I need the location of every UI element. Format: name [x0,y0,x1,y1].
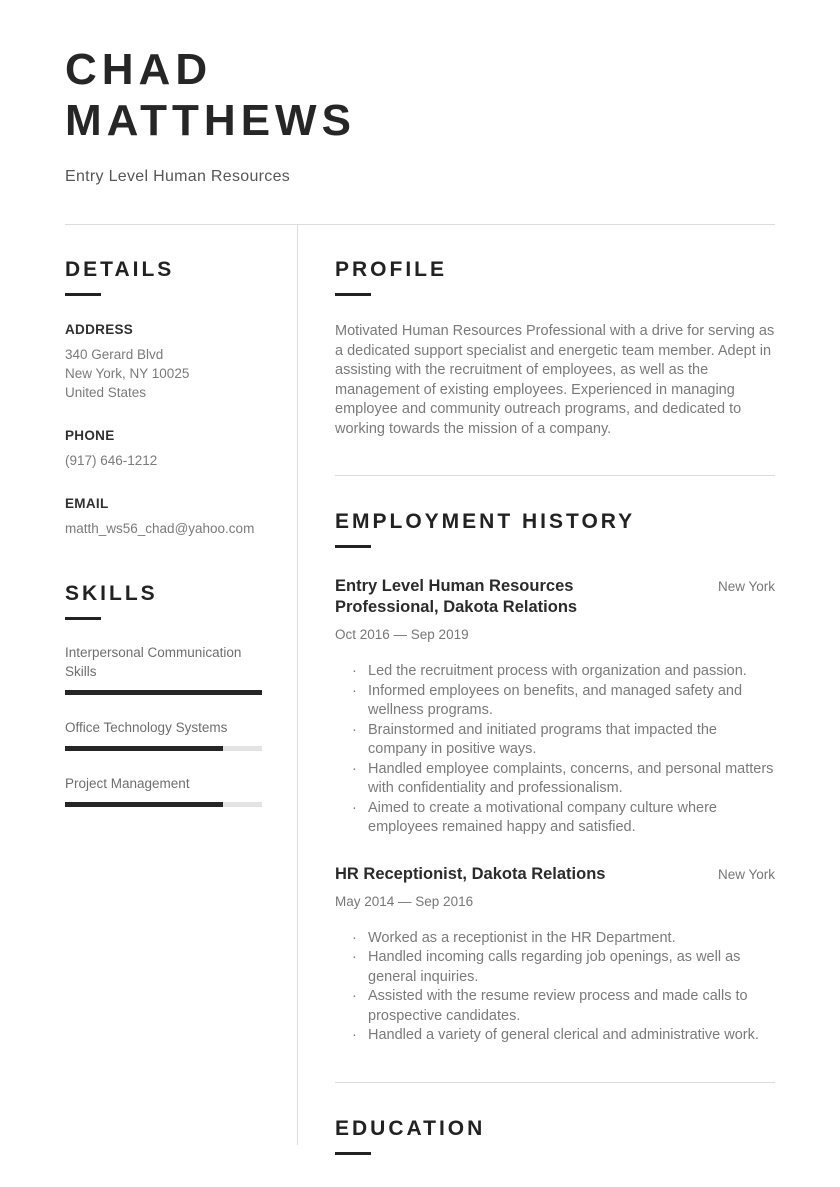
job-header [335,864,775,885]
skill-level-fill [65,746,223,751]
address-line: United States [65,385,147,401]
bullet-dot-icon: · [352,1027,357,1044]
job-bullet [335,1026,775,1046]
job-header [335,576,775,618]
education-section [335,1117,775,1155]
job-entry [335,576,775,838]
job-bullet [335,682,775,721]
candidate-job-title: Entry Level Human Resources [65,168,291,186]
profile-section [335,258,775,439]
phone-label: PHONE [65,428,115,444]
skill-level-fill [65,802,223,807]
candidate-first-name: CHAD [65,45,213,94]
bullet-dot-icon: · [352,929,357,946]
section-divider [335,1082,775,1083]
bullet-dot-icon: · [352,760,357,777]
main-content [298,225,775,1155]
bullet-text: Informed employees on benefits, and managed safety and wellness programs. [368,682,743,719]
employment-history-section [335,510,775,1046]
skill-level-bar [65,746,262,751]
job-bullet [335,760,775,799]
skill-label: Project Management [65,776,190,792]
job-bullet-list [335,929,775,1046]
job-bullet [335,662,775,682]
candidate-name [65,44,775,146]
job-bullet [335,799,775,838]
email-value: matth_ws56_chad@yahoo.com [65,521,255,537]
job-location: New York [717,866,775,882]
details-section [65,258,262,538]
bullet-text: Assisted with the resume review process and made calls to prospective candidates. [368,988,748,1024]
details-heading-rule [65,293,101,296]
resume-body [65,225,775,1155]
address-line: 340 Gerard Blvd [65,347,164,363]
skills-section [65,582,262,807]
skill-label: Office Technology Systems [65,720,228,736]
job-dates: Oct 2016 — Sep 2019 [335,627,469,643]
resume-header [65,0,775,186]
employment-heading-rule [335,545,371,548]
email-label: EMAIL [65,496,109,512]
address-line: New York, NY 10025 [65,366,190,382]
candidate-last-name: MATTHEWS [65,96,356,146]
address-label: ADDRESS [65,322,134,338]
skills-heading: SKILLS [65,582,158,606]
profile-heading-rule [335,293,371,296]
skill-level-fill [65,690,262,695]
bullet-dot-icon: · [352,663,357,680]
job-bullet [335,987,775,1026]
bullet-text: Worked as a receptionist in the HR Department. [368,929,676,946]
education-heading-rule [335,1152,371,1155]
job-title: Entry Level Human Resources Professional, Dakota Relations [335,577,578,617]
job-bullet [335,929,775,949]
skill-level-bar [65,690,262,695]
sidebar [65,225,297,807]
profile-heading: PROFILE [335,258,448,282]
bullet-dot-icon: · [352,988,357,1005]
job-dates: May 2014 — Sep 2016 [335,893,474,909]
bullet-text: Led the recruitment process with organization and passion. [368,663,747,680]
skill-level-bar [65,802,262,807]
job-location: New York [717,579,775,595]
bullet-dot-icon: · [352,682,357,699]
skill-label: Interpersonal Communication Skills [65,645,242,680]
job-bullet [335,721,775,760]
job-bullet-list [335,662,775,838]
address-value [65,345,262,402]
bullet-text: Handled incoming calls regarding job openings, as well as general inquiries. [368,949,741,985]
bullet-dot-icon: · [352,949,357,966]
job-bullet [335,948,775,987]
employment-history-heading: EMPLOYMENT HISTORY [335,510,636,534]
bullet-text: Brainstormed and initiated programs that impacted the company in positive ways. [368,721,717,758]
bullet-dot-icon: · [352,799,357,816]
job-title: HR Receptionist, Dakota Relations [335,864,606,883]
job-entry [335,864,775,1046]
skills-heading-rule [65,617,101,620]
education-heading: EDUCATION [335,1116,486,1140]
details-heading: DETAILS [65,258,175,282]
bullet-dot-icon: · [352,721,357,738]
bullet-text: Handled a variety of general clerical and administrative work. [368,1027,759,1044]
bullet-text: Aimed to create a motivational company culture where employees remained happy and satisfied. [368,799,717,836]
skill-item [65,774,262,807]
phone-value: (917) 646-1212 [65,453,158,469]
section-divider [335,475,775,476]
profile-summary: Motivated Human Resources Professional with a drive for serving as a dedicated support specialist and energetic team member. Adept in assisting with the recruitment of employees, as well as the management of existing employees. Experienced in managing employee and community outreach programs, and dedicated to working towards the mission of a company. [335,323,775,437]
bullet-text: Handled employee complaints, concerns, and personal matters with confidentiality and professionalism. [368,760,774,797]
skill-item [65,643,262,695]
skill-item [65,718,262,751]
